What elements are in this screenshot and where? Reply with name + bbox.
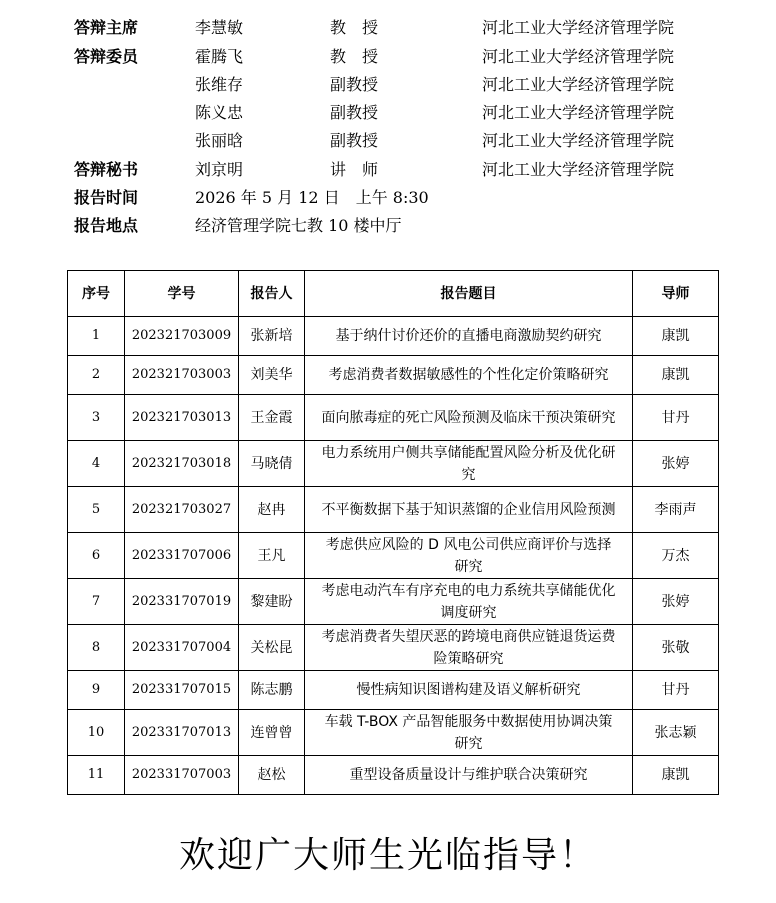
- presentation-schedule-table: [67, 270, 719, 795]
- header-student-id: 学号: [125, 271, 239, 317]
- time-row: [0, 186, 776, 210]
- cell-student-id: 202331707006: [125, 533, 239, 579]
- secretary-rank: 讲 师: [330, 160, 379, 179]
- cell-title: 车载 T-BOX 产品智能服务中数据使用协调决策研究: [305, 710, 633, 756]
- member-org: 河北工业大学经济管理学院: [482, 103, 675, 122]
- header-title: 报告题目: [305, 271, 633, 317]
- cell-presenter: 陈志鹏: [239, 671, 305, 710]
- cell-student-id: 202321703009: [125, 317, 239, 356]
- chair-row: [0, 16, 776, 40]
- chair-rank: 教 授: [330, 18, 379, 37]
- cell-title: 重型设备质量设计与维护联合决策研究: [305, 756, 633, 795]
- cell-title: 电力系统用户侧共享储能配置风险分析及优化研究: [305, 441, 633, 487]
- member-name: 陈义忠: [195, 103, 244, 122]
- cell-presenter: 赵松: [239, 756, 305, 795]
- cell-no: 11: [68, 756, 125, 795]
- cell-presenter: 王凡: [239, 533, 305, 579]
- cell-presenter: 王金霞: [239, 395, 305, 441]
- cell-presenter: 赵冉: [239, 487, 305, 533]
- cell-title: 不平衡数据下基于知识蒸馏的企业信用风险预测: [305, 487, 633, 533]
- cell-advisor: 张敬: [633, 625, 719, 671]
- member-org: 河北工业大学经济管理学院: [482, 75, 675, 94]
- member-org: 河北工业大学经济管理学院: [482, 131, 675, 150]
- table-row: [68, 356, 719, 395]
- cell-student-id: 202331707004: [125, 625, 239, 671]
- cell-presenter: 张新培: [239, 317, 305, 356]
- secretary-row: [0, 158, 776, 182]
- cell-student-id: 202321703003: [125, 356, 239, 395]
- cell-student-id: 202321703018: [125, 441, 239, 487]
- cell-presenter: 刘美华: [239, 356, 305, 395]
- cell-advisor: 康凯: [633, 356, 719, 395]
- cell-student-id: 202331707019: [125, 579, 239, 625]
- place-row: [0, 214, 776, 238]
- secretary-name: 刘京明: [195, 160, 244, 179]
- chair-org: 河北工业大学经济管理学院: [482, 18, 675, 37]
- member-name: 张丽晗: [195, 131, 244, 150]
- header-no: 序号: [68, 271, 125, 317]
- member-rank: 副教授: [330, 131, 379, 150]
- cell-no: 10: [68, 710, 125, 756]
- member-row: [0, 73, 776, 97]
- cell-student-id: 202321703013: [125, 395, 239, 441]
- table-row: [68, 533, 719, 579]
- cell-advisor: 张婷: [633, 579, 719, 625]
- secretary-org: 河北工业大学经济管理学院: [482, 160, 675, 179]
- table-row: [68, 487, 719, 533]
- table-row: [68, 756, 719, 795]
- table-row: [68, 579, 719, 625]
- member-org: 河北工业大学经济管理学院: [482, 47, 675, 66]
- chair-label: 答辩主席: [74, 18, 139, 37]
- member-rank: 副教授: [330, 75, 379, 94]
- cell-advisor: 万杰: [633, 533, 719, 579]
- cell-advisor: 甘丹: [633, 395, 719, 441]
- table-row: [68, 317, 719, 356]
- cell-title: 考虑电动汽车有序充电的电力系统共享储能优化调度研究: [305, 579, 633, 625]
- cell-advisor: 康凯: [633, 756, 719, 795]
- member-name: 霍腾飞: [195, 47, 244, 66]
- table-row: [68, 441, 719, 487]
- cell-advisor: 张志颖: [633, 710, 719, 756]
- place-label: 报告地点: [74, 216, 139, 235]
- cell-student-id: 202321703027: [125, 487, 239, 533]
- header-presenter: 报告人: [239, 271, 305, 317]
- cell-no: 3: [68, 395, 125, 441]
- member-name: 张维存: [195, 75, 244, 94]
- cell-presenter: 连曾曾: [239, 710, 305, 756]
- cell-student-id: 202331707013: [125, 710, 239, 756]
- cell-title: 考虑消费者数据敏感性的个性化定价策略研究: [305, 356, 633, 395]
- header-advisor: 导师: [633, 271, 719, 317]
- members-label: 答辩委员: [74, 47, 139, 66]
- cell-no: 8: [68, 625, 125, 671]
- cell-advisor: 张婷: [633, 441, 719, 487]
- cell-title: 面向脓毒症的死亡风险预测及临床干预决策研究: [305, 395, 633, 441]
- cell-title: 基于纳什讨价还价的直播电商激励契约研究: [305, 317, 633, 356]
- cell-advisor: 李雨声: [633, 487, 719, 533]
- cell-advisor: 康凯: [633, 317, 719, 356]
- secretary-label: 答辩秘书: [74, 160, 139, 179]
- member-rank: 教 授: [330, 47, 379, 66]
- cell-student-id: 202331707015: [125, 671, 239, 710]
- cell-no: 9: [68, 671, 125, 710]
- cell-presenter: 关松昆: [239, 625, 305, 671]
- table-row: [68, 671, 719, 710]
- member-row: [0, 101, 776, 125]
- cell-title: 考虑消费者失望厌恶的跨境电商供应链退货运费险策略研究: [305, 625, 633, 671]
- member-row: [0, 45, 776, 69]
- table-row: [68, 625, 719, 671]
- cell-no: 4: [68, 441, 125, 487]
- chair-name: 李慧敏: [195, 18, 244, 37]
- cell-title: 考虑供应风险的 D 风电公司供应商评价与选择研究: [305, 533, 633, 579]
- table-header-row: [68, 271, 719, 317]
- table-row: [68, 395, 719, 441]
- cell-no: 1: [68, 317, 125, 356]
- member-row: [0, 129, 776, 153]
- cell-title: 慢性病知识图谱构建及语义解析研究: [305, 671, 633, 710]
- table-row: [68, 710, 719, 756]
- cell-presenter: 黎建盼: [239, 579, 305, 625]
- time-value: 2026 年 5 月 12 日 上午 8:30: [195, 188, 429, 207]
- member-rank: 副教授: [330, 103, 379, 122]
- place-value: 经济管理学院七教 10 楼中厅: [195, 216, 402, 235]
- cell-student-id: 202331707003: [125, 756, 239, 795]
- welcome-message: 欢迎广大师生光临指导！: [178, 835, 597, 876]
- time-label: 报告时间: [74, 188, 139, 207]
- cell-no: 6: [68, 533, 125, 579]
- cell-no: 2: [68, 356, 125, 395]
- cell-no: 5: [68, 487, 125, 533]
- cell-advisor: 甘丹: [633, 671, 719, 710]
- cell-presenter: 马晓倩: [239, 441, 305, 487]
- cell-no: 7: [68, 579, 125, 625]
